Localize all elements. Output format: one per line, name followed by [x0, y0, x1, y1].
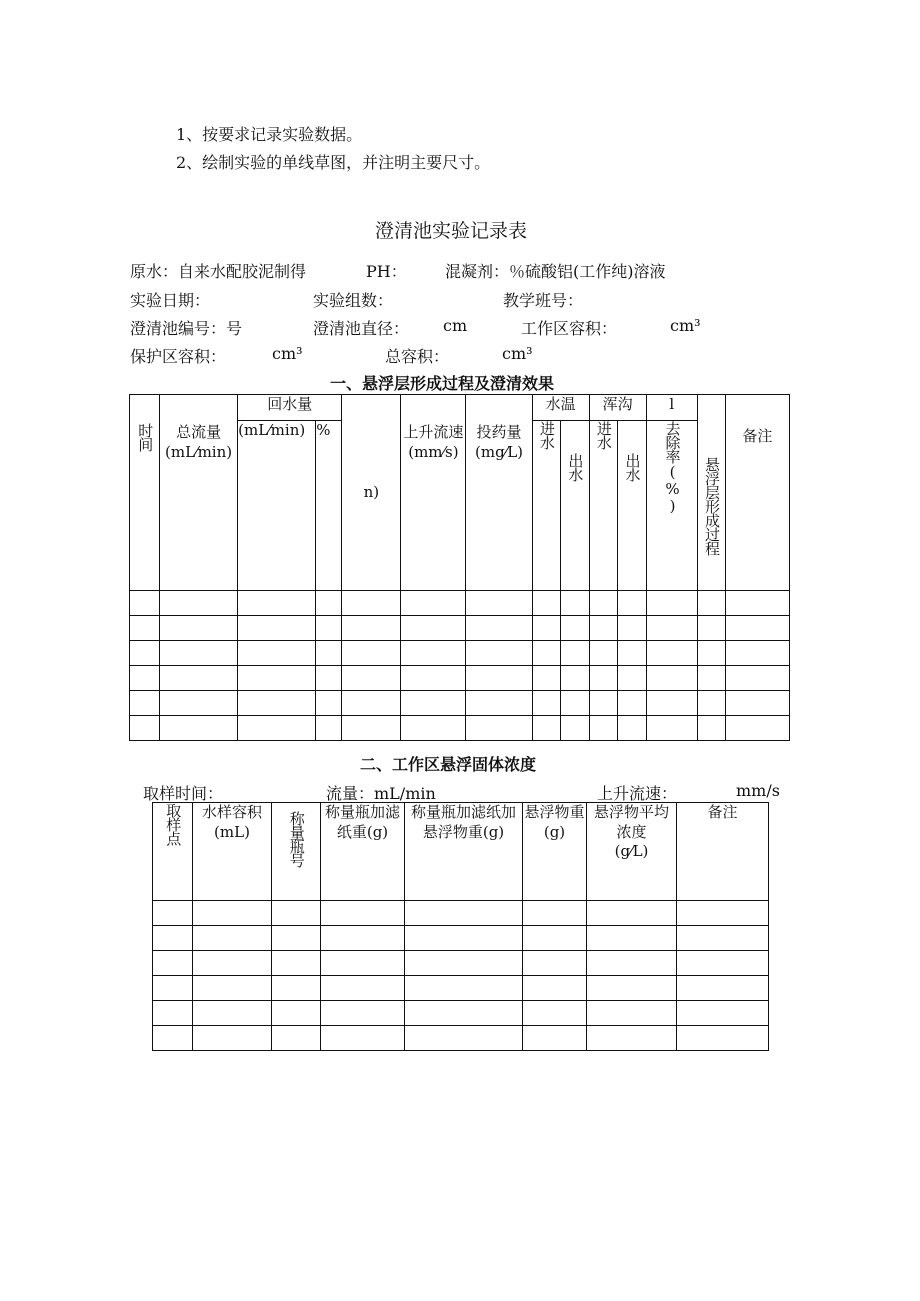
raw-water: 原水：自来水配胶泥制得: [130, 262, 307, 281]
table-cell[interactable]: [401, 691, 466, 716]
table-cell[interactable]: [321, 976, 405, 1001]
table-cell[interactable]: [646, 691, 697, 716]
diameter-unit: cm: [443, 316, 468, 335]
pool-no: 澄清池编号：号: [130, 319, 243, 338]
table-cell[interactable]: [646, 591, 697, 616]
col-bottle-filter-solid: 称量瓶加滤纸加悬浮物重(g): [405, 803, 523, 901]
table-cell[interactable]: [466, 691, 532, 716]
col-sample-volume: 水样容积 (mL): [193, 803, 272, 901]
table-cell[interactable]: [238, 616, 316, 641]
table-cell[interactable]: [646, 666, 697, 691]
table-row: [153, 901, 769, 926]
table-cell[interactable]: [560, 641, 589, 666]
table-row: [153, 1026, 769, 1051]
table-cell[interactable]: [272, 1001, 321, 1026]
total-volume-unit: cm³: [502, 344, 533, 363]
table-cell[interactable]: [466, 591, 532, 616]
table-cell[interactable]: [272, 926, 321, 951]
table-row: [130, 641, 790, 666]
table-cell[interactable]: [272, 951, 321, 976]
table-cell[interactable]: [560, 616, 589, 641]
table-cell[interactable]: [321, 1026, 405, 1051]
table-cell[interactable]: [238, 691, 316, 716]
table-cell[interactable]: [153, 901, 193, 926]
table-cell[interactable]: [342, 716, 401, 741]
table-cell[interactable]: [160, 691, 238, 716]
table-cell[interactable]: [342, 591, 401, 616]
table-cell[interactable]: [589, 716, 617, 741]
table-cell[interactable]: [532, 666, 560, 691]
table-cell[interactable]: [523, 901, 587, 926]
col-up-speed: 上升流速 (mm⁄s): [401, 395, 466, 591]
table-cell[interactable]: [697, 716, 725, 741]
table-cell[interactable]: [725, 616, 789, 641]
table-cell[interactable]: [130, 716, 160, 741]
col-note2: 备注: [677, 803, 769, 901]
table-cell[interactable]: [466, 616, 532, 641]
table-row: [130, 716, 790, 741]
table-cell[interactable]: [130, 666, 160, 691]
table-cell[interactable]: [153, 926, 193, 951]
table-cell[interactable]: [193, 1001, 272, 1026]
date-label: 实验日期：: [130, 291, 211, 310]
table-row: [130, 666, 790, 691]
table-row: [130, 591, 790, 616]
table-row: [153, 1001, 769, 1026]
table-cell[interactable]: [316, 591, 342, 616]
table-cell[interactable]: [130, 691, 160, 716]
table-cell[interactable]: [238, 591, 316, 616]
table-cell[interactable]: [677, 926, 769, 951]
table-cell[interactable]: [697, 691, 725, 716]
table-cell[interactable]: [466, 716, 532, 741]
table-cell[interactable]: [532, 591, 560, 616]
table-cell[interactable]: [560, 691, 589, 716]
protect-volume-label: 保护区容积：: [130, 347, 227, 366]
table-cell[interactable]: [617, 616, 646, 641]
table-cell[interactable]: [160, 616, 238, 641]
table-cell[interactable]: [193, 1026, 272, 1051]
table-cell[interactable]: [342, 616, 401, 641]
col-return: 回水量: [238, 395, 342, 421]
temp-in: 进水: [532, 421, 560, 591]
table-cell[interactable]: [272, 976, 321, 1001]
table-cell[interactable]: [587, 901, 677, 926]
table-cell[interactable]: [401, 616, 466, 641]
table-cell[interactable]: [342, 691, 401, 716]
table-cell[interactable]: [160, 666, 238, 691]
table-cell[interactable]: [160, 716, 238, 741]
table-cell[interactable]: [677, 976, 769, 1001]
table-row: [153, 926, 769, 951]
table-cell[interactable]: [321, 951, 405, 976]
table-cell[interactable]: [587, 951, 677, 976]
table-cell[interactable]: [238, 641, 316, 666]
table-cell[interactable]: [342, 666, 401, 691]
table-cell[interactable]: [405, 1026, 523, 1051]
table-cell[interactable]: [321, 1001, 405, 1026]
doc-title: 澄清池实验记录表: [375, 220, 528, 242]
table-cell[interactable]: [697, 641, 725, 666]
table-suspension-layer: [129, 394, 790, 741]
col-suspension: 悬浮层形成过程: [697, 395, 725, 591]
table-cell[interactable]: [401, 666, 466, 691]
table-cell[interactable]: [316, 616, 342, 641]
table-cell[interactable]: [466, 666, 532, 691]
table-cell[interactable]: [725, 691, 789, 716]
table-solid-concentration: [152, 802, 769, 1051]
table-cell[interactable]: [321, 901, 405, 926]
table-cell[interactable]: [238, 716, 316, 741]
work-volume-label: 工作区容积：: [521, 319, 618, 338]
table-cell[interactable]: [697, 591, 725, 616]
table-cell[interactable]: [523, 926, 587, 951]
table-cell[interactable]: [617, 641, 646, 666]
table-cell[interactable]: [153, 976, 193, 1001]
table-cell[interactable]: [589, 616, 617, 641]
table-cell[interactable]: [193, 951, 272, 976]
table-cell[interactable]: [725, 641, 789, 666]
table-cell[interactable]: [560, 716, 589, 741]
table-cell[interactable]: [193, 926, 272, 951]
ph-label: PH：: [366, 262, 407, 281]
col-n: n): [342, 395, 401, 591]
col-l-mark: l: [646, 395, 697, 421]
table-cell[interactable]: [160, 641, 238, 666]
turb-out: 出水: [617, 421, 646, 591]
table-cell[interactable]: [523, 976, 587, 1001]
table-cell[interactable]: [725, 716, 789, 741]
class-label: 教学班号：: [503, 291, 584, 310]
table-cell[interactable]: [130, 641, 160, 666]
table-cell[interactable]: [646, 641, 697, 666]
table-cell[interactable]: [272, 1026, 321, 1051]
table-cell[interactable]: [725, 666, 789, 691]
section1-title: 一、悬浮层形成过程及澄清效果: [330, 374, 555, 393]
table-cell[interactable]: [617, 591, 646, 616]
table-cell[interactable]: [316, 691, 342, 716]
up-speed-label: 上升流速：: [597, 784, 678, 803]
turb-in: 进水: [589, 421, 617, 591]
table-cell[interactable]: [193, 901, 272, 926]
temp-out: 出水: [560, 421, 589, 591]
col-dose: 投药量 (mg⁄L): [466, 395, 532, 591]
table-row: [153, 951, 769, 976]
table-cell[interactable]: [617, 716, 646, 741]
col-removal: 去除率 (%): [646, 421, 697, 591]
table-cell[interactable]: [193, 976, 272, 1001]
table-row: [153, 976, 769, 1001]
diameter-label: 澄清池直径：: [313, 319, 410, 338]
table-cell[interactable]: [153, 951, 193, 976]
table-cell[interactable]: [589, 641, 617, 666]
table-cell[interactable]: [130, 591, 160, 616]
group-label: 实验组数：: [313, 291, 394, 310]
table-cell[interactable]: [589, 591, 617, 616]
table-row: [130, 691, 790, 716]
table-cell[interactable]: [405, 1001, 523, 1026]
table-cell[interactable]: [130, 616, 160, 641]
col-bottle-no: 称量瓶号: [272, 803, 321, 901]
table-cell[interactable]: [321, 926, 405, 951]
table-cell[interactable]: [677, 951, 769, 976]
up-speed-unit: mm/s: [736, 781, 780, 800]
table-cell[interactable]: [401, 716, 466, 741]
table-cell[interactable]: [697, 666, 725, 691]
col-avg-conc: 悬浮物平均浓度 (g⁄L): [587, 803, 677, 901]
table-cell[interactable]: [342, 641, 401, 666]
table-cell[interactable]: [153, 1026, 193, 1051]
col-bottle-filter: 称量瓶加滤纸重(g): [321, 803, 405, 901]
table-cell[interactable]: [466, 641, 532, 666]
table-cell[interactable]: [587, 926, 677, 951]
col-percent: %: [316, 421, 342, 591]
col-sample-point: 取样点: [153, 803, 193, 901]
table-cell[interactable]: [153, 1001, 193, 1026]
table-cell[interactable]: [405, 951, 523, 976]
table-cell[interactable]: [677, 1001, 769, 1026]
table-cell[interactable]: [316, 716, 342, 741]
section2-title: 二、工作区悬浮固体浓度: [360, 755, 537, 774]
table-row: [130, 616, 790, 641]
table-cell[interactable]: [316, 641, 342, 666]
table-cell[interactable]: [560, 666, 589, 691]
table-cell[interactable]: [532, 691, 560, 716]
table-cell[interactable]: [587, 1001, 677, 1026]
col-return-unit: (mL⁄min): [238, 421, 316, 591]
table-cell[interactable]: [587, 976, 677, 1001]
flow-label: 流量：mL/min: [326, 784, 436, 803]
col-turbidity: 浑沟: [589, 395, 646, 421]
table-cell[interactable]: [589, 691, 617, 716]
table-cell[interactable]: [589, 666, 617, 691]
col-solid-weight: 悬浮物重(g): [523, 803, 587, 901]
table-cell[interactable]: [401, 641, 466, 666]
col-note: 备注: [725, 395, 789, 591]
table-cell[interactable]: [401, 591, 466, 616]
work-volume-unit: cm³: [670, 316, 701, 335]
col-total-flow: 总流量 (mL⁄min): [160, 395, 238, 591]
table-cell[interactable]: [238, 666, 316, 691]
instruction-2: 2、绘制实验的单线草图，并注明主要尺寸。: [176, 153, 491, 172]
sample-time-label: 取样时间：: [143, 784, 224, 803]
table-cell[interactable]: [725, 591, 789, 616]
table-cell[interactable]: [677, 1026, 769, 1051]
table-cell[interactable]: [405, 926, 523, 951]
table-cell[interactable]: [316, 666, 342, 691]
table-cell[interactable]: [560, 591, 589, 616]
table-cell[interactable]: [272, 901, 321, 926]
table-cell[interactable]: [646, 716, 697, 741]
table-cell[interactable]: [617, 666, 646, 691]
table-cell[interactable]: [405, 976, 523, 1001]
table-cell[interactable]: [677, 901, 769, 926]
table-cell[interactable]: [160, 591, 238, 616]
table-cell[interactable]: [523, 1026, 587, 1051]
table-cell[interactable]: [532, 616, 560, 641]
table-cell[interactable]: [523, 951, 587, 976]
total-volume-label: 总容积：: [385, 347, 450, 366]
coagulant: 混凝剂：％硫酸铝(工作纯)溶液: [445, 262, 666, 281]
col-time: 时间: [130, 395, 160, 591]
instruction-1: 1、按要求记录实验数据。: [176, 125, 363, 144]
table-cell[interactable]: [617, 691, 646, 716]
protect-volume-unit: cm³: [272, 344, 303, 363]
table-cell[interactable]: [532, 641, 560, 666]
table-cell[interactable]: [587, 1026, 677, 1051]
table-cell[interactable]: [646, 616, 697, 641]
table-cell[interactable]: [532, 716, 560, 741]
table-cell[interactable]: [697, 616, 725, 641]
table-cell[interactable]: [405, 901, 523, 926]
table-cell[interactable]: [523, 1001, 587, 1026]
col-water-temp: 水温: [532, 395, 589, 421]
